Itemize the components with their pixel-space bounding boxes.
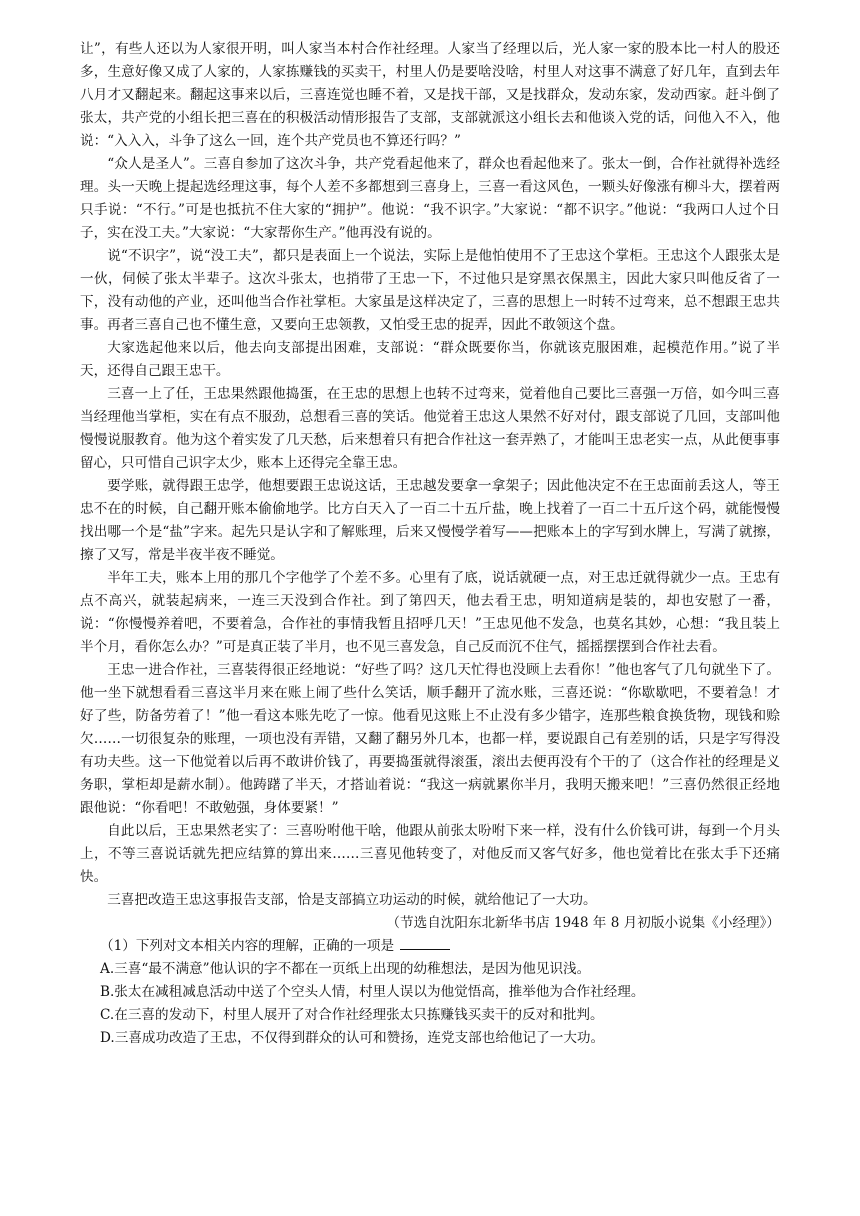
paragraph-6: 要学账，就得跟王忠学，他想要跟王忠说这话，王忠越发要拿一拿架子；因此他决定不在王忠面前丢这人，等王忠不在的时候，自己翻开账本偷偷地学。比方白天入了一百二十五斤盐，晚上找着了一百二十五斤这个码，就能慢慢找出哪一个是“盐”字来。起先只是认字和了解账理，后来又慢慢学着写——把账本上的字写到水牌上，写满了就擦，擦了又写，常是半夜半夜不睡觉。 xyxy=(80,478,780,563)
option-c[interactable]: C.在三喜的发动下，村里人展开了对合作社经理张太只拣赚钱买卖干的反对和批判。 xyxy=(100,1007,604,1023)
option-a[interactable]: A.三喜“最不满意”他认识的字不都在一页纸上出现的幼稚想法，是因为他见识浅。 xyxy=(100,961,591,977)
option-d[interactable]: D.三喜成功改造了王忠，不仅得到群众的认可和赞扬，连党支部也给他记了一大功。 xyxy=(100,1030,605,1046)
option-b[interactable]: B.张太在减租减息活动中送了个空头人情，村里人误以为他觉悟高，推举他为合作社经理。 xyxy=(100,984,645,1000)
paragraph-5: 三喜一上了任，王忠果然跟他捣蛋，在王忠的思想上也转不过弯来，觉着他自己要比三喜强一万倍，如今叫三喜当经理他当掌柜，实在有点不服劲，总想看三喜的笑话。他觉着王忠这人果然不好对付，跟支部说了几回，支部叫他慢慢说服教育。他为这个着实发了几天愁，后来想着只有把合作社这一套弄熟了，才能叫王忠老实一点，从此便事事留心，只可惜自己识字太少，账本上还得完全靠王忠。 xyxy=(80,386,780,471)
question-stem-text: （1）下列对文本相关内容的理解，正确的一项是 xyxy=(100,938,395,954)
paragraph-8: 王忠一进合作社，三喜装得很正经地说：“好些了吗？这几天忙得也没顾上去看你！”他也客气了几句就坐下了。他一坐下就想看看三喜这半月来在账上闹了些什么笑话，顺手翻开了流水账，三喜还说：“你歇歇吧，不要着急！才好了些，防备劳着了！”他一看这本账先吃了一惊。他看见这账上不止没有多少错字，连那些粮食换货物，现钱和赊欠……一切很复杂的账理，一项也没有弄错，又翻了翻另外几本，也都一样，要说跟自己有差别的话，只是字写得没有功夫些。这一下他觉着以后再不敢讲价钱了，再要捣蛋就得滚蛋，滚出去便再没有个干的了（这合作社的经理是义务职，掌柜却是薪水制）。他踌躇了半天，才搭讪着说：“我这一病就累你半月，我明天搬来吧！”三喜仍然很正经地跟他说：“你看吧！不敢勉强，身体要紧！” xyxy=(80,662,780,816)
source-citation: （节选自沈阳东北新华书店 1948 年 8 月初版小说集《小经理》） xyxy=(386,915,780,931)
paragraph-3: 说“不识字”，说“没工夫”，都只是表面上一个说法，实际上是他怕使用不了王忠这个掌柜。王忠这个人跟张太是一伙，伺候了张太半辈子。这次斗张太，也捎带了王忠一下，不过他只是穿黑衣保黑主，因此大家只叫他反省了一下，没有动他的产业，还叫他当合作社掌柜。大家虽是这样决定了，三喜的思想上一时转不过弯来，总不想跟王忠共事。再者三喜自己也不懂生意，又要向王忠领教，又怕受王忠的捉弄，因此不敢领这个盘。 xyxy=(80,248,780,333)
answer-blank[interactable] xyxy=(400,935,450,950)
paragraph-2: “众人是圣人”。三喜自参加了这次斗争，共产党看起他来了，群众也看起他来了。张太一倒，合作社就得补选经理。头一天晚上提起选经理这事，每个人差不多都想到三喜身上，三喜一看这风色，一颗头好像涨有柳斗大，摆着两只手说：“不行。”可是也抵抗不住大家的“拥护”。他说：“我不识字。”大家说：“都不识字。”他说：“我两口人过个日子，实在没工夫。”大家说：“大家帮你生产。”他再没有说的。 xyxy=(80,156,780,241)
question-stem xyxy=(80,935,780,958)
paragraph-10: 三喜把改造王忠这事报告支部，恰是支部搞立功运动的时候，就给他记了一大功。 xyxy=(107,892,597,908)
document-page xyxy=(80,38,780,1050)
paragraph-1: 让”，有些人还以为人家很开明，叫人家当本村合作社经理。人家当了经理以后，光人家一家的股本比一村人的股还多，生意好像又成了人家的，人家拣赚钱的买卖干，村里人仍是要啥没啥，村里人对这事不满意了好几年，直到去年八月才又翻起来。翻起这事来以后，三喜连觉也睡不着，又是找干部，又是找群众，发动东家，发动西家。赶斗倒了张太，共产党的小组长把三喜在的积极活动情形报告了支部，支部就派这小组长去和他谈入党的话，问他入不入，他说：“入入入，斗争了这么一回，连个共产党员也不算还行吗？” xyxy=(80,41,780,149)
paragraph-9: 自此以后，王忠果然老实了：三喜吩咐他干啥，他跟从前张太吩咐下来一样，没有什么价钱可讲，每到一个月头上，不等三喜说话就先把应结算的算出来……三喜见他转变了，对他反而又客气好多，他也觉着比在张太手下还痛快。 xyxy=(80,823,780,885)
paragraph-4: 大家选起他来以后，他去向支部提出困难，支部说：“群众既要你当，你就该克服困难，起模范作用。”说了半天，还得自己跟王忠干。 xyxy=(80,340,780,379)
paragraph-7: 半年工夫，账本上用的那几个字他学了个差不多。心里有了底，说话就硬一点，对王忠迁就得就少一点。王忠有点不高兴，就装起病来，一连三天没到合作社。到了第四天，他去看王忠，明知道病是装的，却也安慰了一番，说：“你慢慢养着吧，不要着急，合作社的事情我暂且招呼几天！”王忠见他不发急，也莫名其妙，心想：“我且装上半个月，看你怎么办？”可是真正装了半月，也不见三喜发急，自己反而沉不住气，摇摇摆摆到合作社去看。 xyxy=(80,570,780,655)
